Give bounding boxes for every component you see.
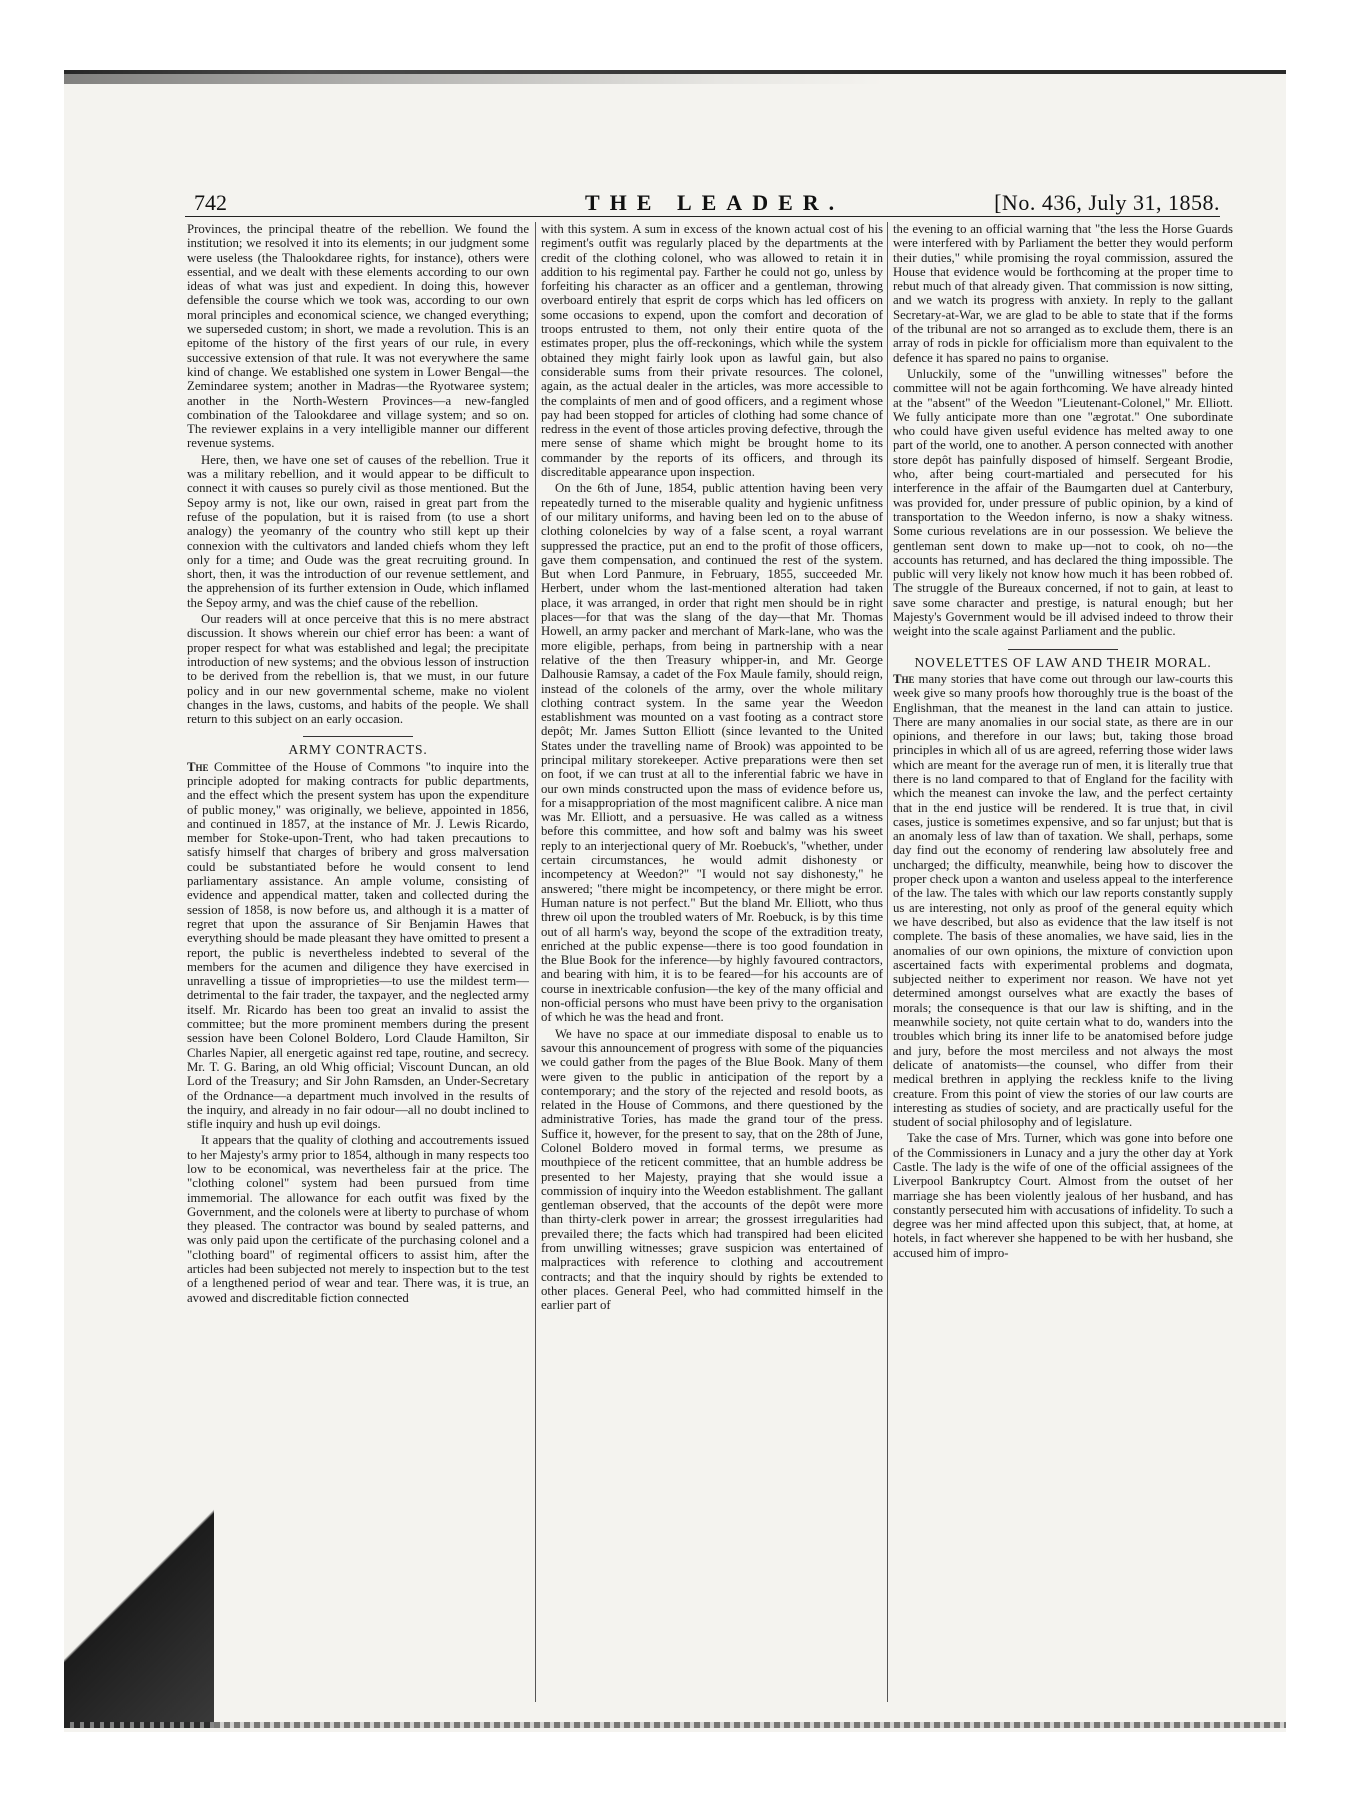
paragraph: Our readers will at once perceive that this is no mere abstract discussion. It shows wherein our chief error has been: a want of proper respect for what was established and legal; the precipitate introduction of new systems; and the obvious lesson of instruction to be derived from the rebellion is, that we must, in our future policy and in our new governmental scheme, make no violent changes in the laws, customs, and habits of the people. We shall return to this subject on an early occasion.: [187, 612, 529, 727]
paragraph: with this system. A sum in excess of the known actual cost of his regiment's outfit was regularly placed by the departments at the credit of the clothing colonel, who was allowed to retain it in addition to his regimental pay. Farther he could not go, unless by forfeiting his character as an officer and a gentleman, throwing overboard entirely that esprit de corps which has led officers on some occasions to expend, upon the comfort and decoration of troops entrusted to them, not only their entire quota of the estimates proper, plus the off-reckonings, which while the system obtained they might fairly look upon as lawful gain, but also considerable sums from their private resources. The colonel, again, as the actual dealer in the articles, was more accessible to the complaints of men and of good officers, and a regiment whose pay had been stopped for articles of clothing had some chance of redress in the event of those articles proving defective, through the mere sense of shame which might be brought home to its commander by the reports of its officers, and through its discreditable appearance upon inspection.: [541, 222, 883, 480]
paragraph: [187, 760, 529, 1132]
section-heading-army-contracts: ARMY CONTRACTS.: [288, 742, 428, 758]
page-number: 742: [194, 190, 227, 215]
section-divider: [303, 736, 413, 737]
header-rule: [185, 216, 1220, 217]
running-header: [190, 190, 1220, 216]
issue-info: [No. 436, July 31, 1858.: [994, 190, 1220, 215]
column-2: [541, 222, 883, 1717]
column-1: [187, 222, 529, 1717]
paragraph: We have no space at our immediate disposal to enable us to savour this announcement of progress with some of the piquancies we could gather from the pages of the Blue Book. Many of them were given to the public in anticipation of the report by a contemporary; and the story of the rejected and resold boots, as related in the House of Commons, and there questioned by the administrative Tories, has made the grand tour of the press. Suffice it, however, for the present to say, that on the 28th of June, Colonel Boldero moved in formal terms, we presume as mouthpiece of the reticent committee, that an humble address be presented to her Majesty, praying that she would issue a commission of inquiry into the Weedon establishment. The gallant gentleman observed, that the accounts of the depôt were more than thirty-clerk power in arrear; the grossest irregularities had prevailed there; the facts which had transpired had been elicited from unwilling witnesses; grave suspicion was entertained of malpractices with reference to clothing and accoutrement contracts; and that the inquiry should by rights be extended to other places. General Peel, who had committed himself in the earlier part of: [541, 1026, 883, 1313]
paragraph: Here, then, we have one set of causes of the rebellion. True it was a military rebellion, and it would appear to be difficult to connect it with causes so purely civil as those mentioned. But the Sepoy army is not, like our own, raised in great part from the refuse of the population, but it is raised from (to use a short analogy) the yeomanry of the country who still kept up their connexion with the cultivators and landed chiefs whom they left only for a time; and Oude was the great recruiting ground. In short, then, it was the introduction of our revenue settlement, and the apprehension of its further extension in Oude, which inflamed the Sepoy army, and was the chief cause of the rebellion.: [187, 452, 529, 610]
paragraph: the evening to an official warning that "the less the Horse Guards were interfered with by Parliament the better they would perform their duties," while promising the royal commission, assured the House that evidence would be forthcoming at the proper time to rebut much of that already given. That commission is now sitting, and we watch its progress with anxiety. In reply to the gallant Secretary-at-War, we are glad to be able to state that if the forms of the tribunal are not so arranged as to exclude them, there is an array of rods in pickle for officialism more than equivalent to the defence it has spared no pains to organise.: [893, 222, 1233, 365]
section-heading-novelettes: NOVELETTES OF LAW AND THEIR MORAL.: [914, 654, 1212, 670]
paragraph: On the 6th of June, 1854, public attention having been very repeatedly turned to the miserable quality and hygienic unfitness of our military uniforms, and having been led on to the abuse of clothing colonelcies by way of a false scent, a royal warrant suppressed the practice, put an end to the profit of those officers, gave them compensation, and continued the rest of the system. But when Lord Panmure, in February, 1855, succeeded Mr. Herbert, under whom the last-mentioned alteration had taken place, it was arranged, in order that right men should be in right places—for that was the slang of the day—that Mr. Thomas Howell, an army packer and merchant of Mark-lane, who was the more eligible, perhaps, from being in partnership with a near relative of the then Treasury whipper-in, and Mr. George Dalhousie Ramsay, a cadet of the Fox Maule family, should reign, instead of the colonels of the army, over the whole military clothing contract system. In the same year the Weedon establishment was mounted on a vast footing as a contract store depôt; Mr. James Sutton Elliott (since levanted to the United States under the travelling name of Brook) was appointed to be principal military storekeeper. Active preparations were then set on foot, if we can trust at all to the inferential fabric we have in our own minds constructed upon the mass of evidence before us, for a misappropriation of the most magnificent calibre. A nice man was Mr. Elliott, and a persuasive. He was called as a witness before this committee, and how soft and balmy was his sweet reply to an interjectional query of Mr. Roebuck's, "whether, under certain circumstances, he would admit dishonesty or incompetency at Weedon?" "I would not say dishonesty," he answered; "there might be incompetency, or there might be error. Human nature is not perfect." But the bland Mr. Elliott, who thus threw oil upon the troubled waters of Mr. Roebuck, is by this time out of all harm's way, beyond the scope of the extradition treaty, enriched at the public expense—there is too good foundation in the Blue Book for the inference—by highly favoured contractors, and bearing with him, it is to be feared—for his accounts are of course in inextricable confusion—the key of the many official and non-official persons who must have been privy to the organisation of which he was the head and front.: [541, 481, 883, 1025]
lead-word: The: [187, 759, 209, 774]
paragraph-text: Committee of the House of Commons "to inquire into the principle adopted for making contracts for public departments, and the effect which the present system has upon the expenditure of public money," was originally, we believe, appointed in 1856, and continued in 1857, at the instance of Mr. J. Lewis Ricardo, member for Stoke-upon-Trent, who had taken precautions to satisfy himself that charges of bribery and gross malversation could be substantiated before he would consent to lend parliamentary assistance. An ample volume, consisting of evidence and appendical matter, taken and collected during the session of 1858, is now before us, and although it is a matter of regret that upon the assurance of Sir Benjamin Hawes that everything should be made pleasant they have omitted to present a report, the public is nevertheless indebted to several of the members for the acumen and diligence they have exercised in unravelling a tissue of improprieties—to use the mildest term—detrimental to the fair trader, the taxpayer, and the neglected army itself. Mr. Ricardo has been too great an invalid to assist the committee; but the more prominent members during the present session have been Colonel Boldero, Lord Claude Hamilton, Sir Charles Napier, all energetic against red tape, routine, and secrecy. Mr. T. G. Baring, an old Whig official; Viscount Duncan, an old Lord of the Treasury; and Sir John Ramsden, an Under-Secretary of the Ordnance—a department much involved in the results of the inquiry, and already in no fair odour—all no doubt inclined to stifle inquiry and hush up evil doings.: [187, 759, 529, 1132]
paragraph: It appears that the quality of clothing and accoutrements issued to her Majesty's army prior to 1854, although in many respects too low to be economical, was nevertheless fair at the price. The "clothing colonel" system had been pursued from time immemorial. The allowance for each outfit was fixed by the Government, and the colonels were at liberty to purchase of whom they pleased. The contractor was bound by sealed patterns, and was only paid upon the certificate of the purchasing colonel and a "clothing board" of regimental officers to assist him, after the articles had been subjected not merely to inspection but to the test of a lengthened period of wear and tear. There was, it is true, an avowed and discreditable fiction connected: [187, 1133, 529, 1305]
column-3: [893, 222, 1233, 1717]
scan-edge-streak: [64, 70, 884, 84]
paragraph-text: many stories that have come out through our law-courts this week give so many proofs how thoroughly true is the boast of the Englishman, that the meanest in the land can attain to justice. There are many anomalies in our social state, as there are in our opinions, and therefore in our laws; but, taking those broad principles in which all of us are agreed, referring those wider laws which are meant for the average run of men, it is literally true that there is no land compared to that of England for the facility with which the meanest can invoke the law, and the perfect certainty that in the end justice will be rendered. It is true that, in civil cases, justice is sometimes expensive, and so far unjust; but that is an anomaly less of law than of taxation. We shall, perhaps, some day find out the economy of rendering law absolutely free and uncharged; the difficulty, meanwhile, being how to discover the proper check upon a wanton and useless appeal to the interference of the law. The tales with which our law reports constantly supply us are interesting, not only as proof of the general equity which we have described, but also as evidence that the law itself is not complete. The basis of these anomalies, we have said, lies in the anomalies of our own opinions, the mixture of conviction upon ascertained facts with experimental problems and dogmata, subjected neither to experiment nor reason. We have not yet determined amongst ourselves what are exactly the bases of morals; the consequence is that our law is shifting, and in the meanwhile society, not quite certain what to do, wanders into the troubles which bring its inner life to be anatomised before judge and jury, before the most merciless and not always the most delicate of anatomists—the counsel, who differ from their medical brethren in applying the reckless knife to the living creature. From this point of view the stories of our law courts are interesting as studies of society, and are practically useful for the student of social philosophy and of legislature.: [893, 671, 1233, 1130]
paragraph: [893, 672, 1233, 1130]
masthead-title: THE LEADER.: [585, 190, 845, 215]
lead-word: The: [893, 671, 915, 686]
column-divider: [535, 222, 536, 1702]
paragraph: Take the case of Mrs. Turner, which was gone into before one of the Commissioners in Lunacy and a jury the other day at York Castle. The lady is the wife of one of the official assignees of the Liverpool Bankruptcy Court. Almost from the outset of her marriage she has been violently jealous of her husband, and has constantly persecuted him with accusations of infidelity. To such a degree was her mind affected upon this subject, that, at home, at hotels, in fact wherever she happened to be with her husband, she accused him of impro-: [893, 1131, 1233, 1260]
page-bottom-edge: [64, 1722, 1286, 1728]
paragraph: Unluckily, some of the "unwilling witnesses" before the committee will not be again forthcoming. We have already hinted at the "absent" of the Weedon "Lieutenant-Colonel," Mr. Elliott. We fully anticipate more than one "ægrotat." One subordinate who could have given useful evidence has melted away to one part of the world, one to another. A person connected with another store depôt has painfully disposed of himself. Sergeant Brodie, who, after being court-martialed and persecuted for his interference in the affair of the Baumgarten duel at Canterbury, was provided for, under pressure of public opinion, by a kind of transportation to the Weedon inferno, is now a shaky witness. Some curious revelations are in our possession. We believe the gentleman sent down to make up—not to cook, oh no—the accounts has returned, and has declared the thing impossible. The public will very likely not know how much it has been robbed of. The struggle of the Bureaux concerned, if not to gain, at least to save some character and prestige, is natural enough; but her Majesty's Government would be ill advised indeed to throw their weight into the scale against Parliament and the public.: [893, 366, 1233, 639]
column-divider: [887, 222, 888, 1702]
paragraph: Provinces, the principal theatre of the rebellion. We found the institution; we resolved it into its elements; in our judgment some were useless (the Thalookdaree rights, for instance), others were essential, and we dealt with these elements according to our own ideas of what was just and expedient. In doing this, however defensible the course which we took was, according to our own moral principles and economical science, we changed everything; we superseded custom; in short, we made a revolution. This is an epitome of the history of the first years of our rule, in every successive extension of that rule. It was not everywhere the same kind of change. We established one system in Lower Bengal—the Zemindaree system; another in Madras—the Ryotwaree system; another in the North-Western Provinces—a new-fangled combination of the Talookdaree and village system; and so on. The reviewer explains in a very intelligible manner our different revenue systems.: [187, 222, 529, 451]
section-divider: [1008, 649, 1118, 650]
